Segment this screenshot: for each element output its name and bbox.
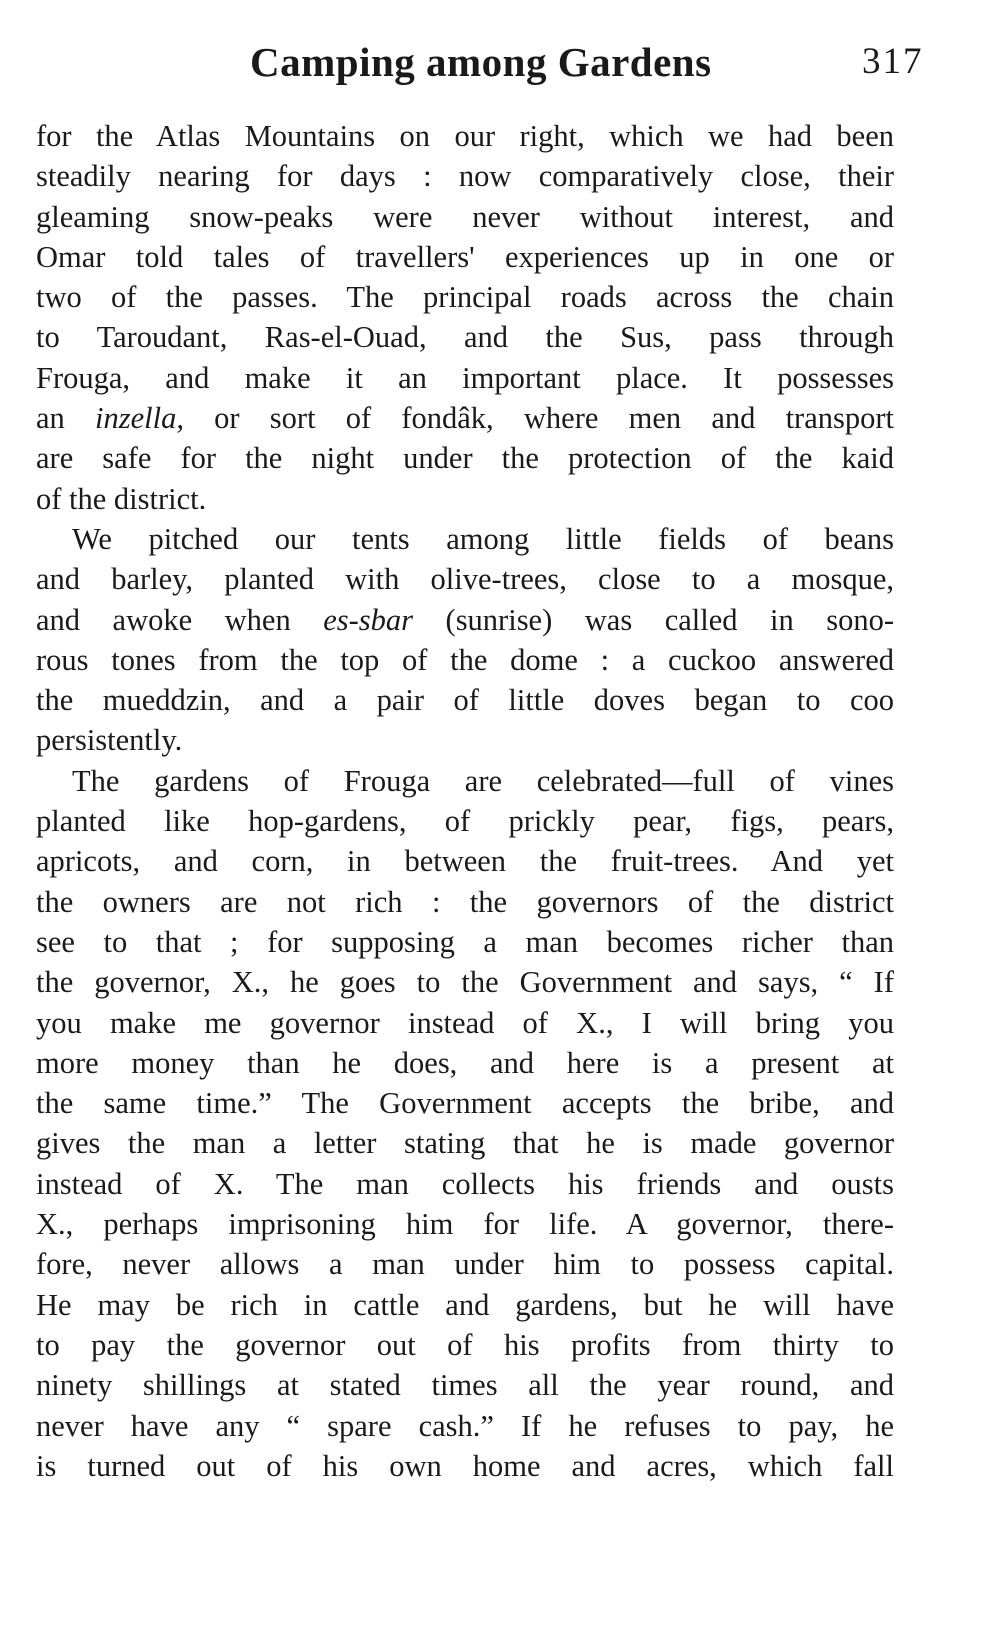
italic-term: inzella, <box>95 401 184 436</box>
text-line: the same time.” The Government accepts the bribe, and <box>36 1086 894 1121</box>
text-line: apricots, and corn, in between the fruit-trees. And yet <box>36 844 894 879</box>
italic-term: es-sbar <box>323 602 414 637</box>
text-line: We pitched our tents among little fields of beans <box>72 521 894 556</box>
text-line: rous tones from the top of the dome : a cuckoo answered <box>36 642 894 677</box>
paragraph-2 <box>36 519 894 761</box>
text-line: planted like hop-gardens, of prickly pear, figs, pears, <box>36 804 894 839</box>
text-line: Omar told tales of travellers' experiences up in one or <box>36 239 894 274</box>
text-line: the governor, X., he goes to the Government and says, “ If <box>36 965 894 1000</box>
text-line: are safe for the night under the protection of the kaid <box>36 441 894 476</box>
text-line: is turned out of his own home and acres, which fall <box>36 1448 894 1483</box>
text-line: and barley, planted with olive-trees, close to a mosque, <box>36 562 894 597</box>
text-line: of the district. <box>36 481 207 516</box>
text-line: to Taroudant, Ras-el-Ouad, and the Sus, pass through <box>36 320 894 355</box>
text-line <box>36 600 894 640</box>
chapter-title: Camping among Gardens <box>250 39 712 85</box>
text-run: or sort of fondâk, where men and transport <box>183 401 894 436</box>
text-line: The gardens of Frouga are celebrated—full of vines <box>72 763 894 798</box>
text-line <box>36 398 894 438</box>
text-line: more money than he does, and here is a present at <box>36 1045 894 1080</box>
page-number: 317 <box>862 41 924 82</box>
text-line: to pay the governor out of his profits from thirty to <box>36 1327 894 1362</box>
text-line: see to that ; for supposing a man becomes richer than <box>36 924 894 959</box>
text-line: two of the passes. The principal roads across the chain <box>36 280 894 315</box>
text-line: gives the man a letter stating that he is made governor <box>36 1126 894 1161</box>
running-head <box>0 38 1000 98</box>
text-line: gleaming snow-peaks were never without interest, and <box>36 199 894 234</box>
text-line: ninety shillings at stated times all the year round, and <box>36 1368 894 1403</box>
text-run: an <box>36 401 95 436</box>
text-line: Frouga, and make it an important place. It possesses <box>36 360 894 395</box>
text-line: X., perhaps imprisoning him for life. A governor, there- <box>36 1207 894 1242</box>
text-run: and awoke when <box>36 602 324 637</box>
text-line: the owners are not rich : the governors of the district <box>36 884 894 919</box>
body-text <box>36 116 894 1486</box>
paragraph-3 <box>36 761 894 1486</box>
text-line: persistently. <box>36 723 183 758</box>
text-line: He may be rich in cattle and gardens, but he will have <box>36 1287 894 1322</box>
text-line: instead of X. The man collects his friends and ousts <box>36 1166 894 1201</box>
text-line: never have any “ spare cash.” If he refuses to pay, he <box>36 1408 894 1443</box>
text-line: you make me governor instead of X., I will bring you <box>36 1005 894 1040</box>
text-line: steadily nearing for days : now comparatively close, their <box>36 159 894 194</box>
text-line: for the Atlas Mountains on our right, which we had been <box>36 119 894 153</box>
text-line: fore, never allows a man under him to possess capital. <box>36 1247 894 1282</box>
paragraph-1 <box>36 116 894 519</box>
text-run: (sunrise) was called in sono- <box>413 602 894 637</box>
text-line: the mueddzin, and a pair of little doves began to coo <box>36 683 894 718</box>
